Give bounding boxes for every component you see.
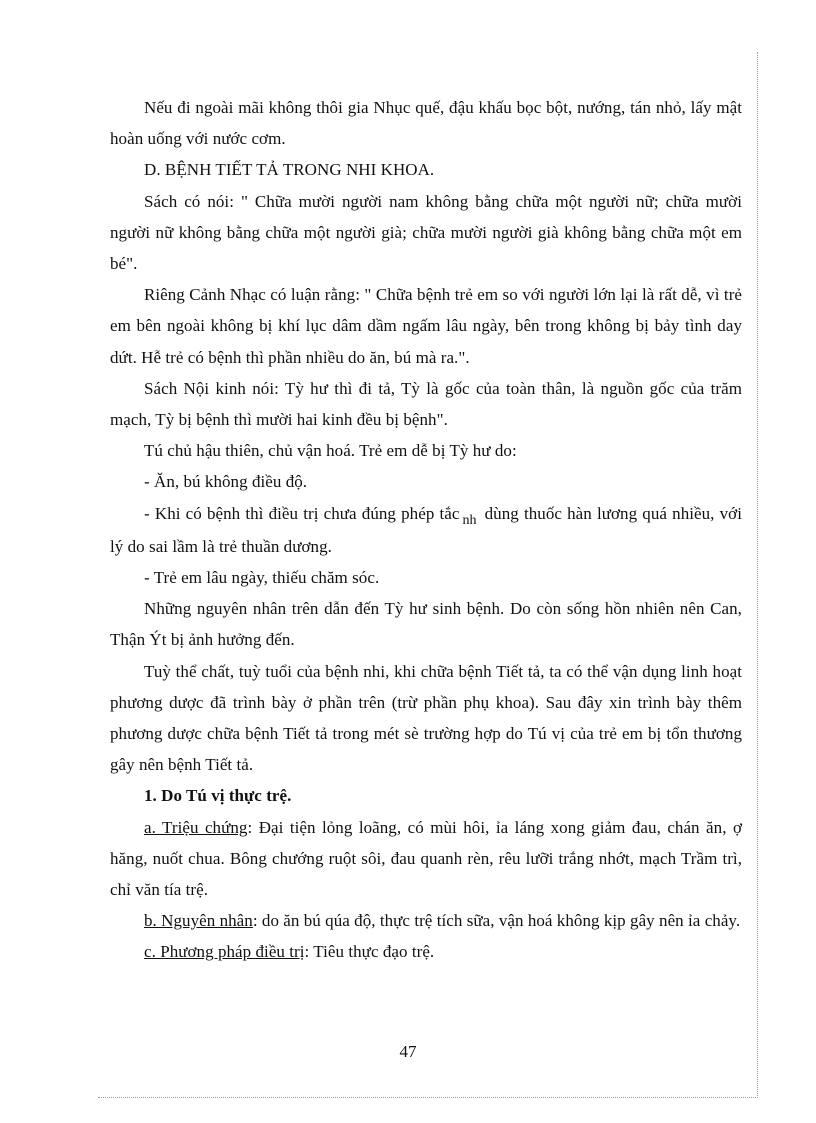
bullet-eating: - Ăn, bú không điều độ. bbox=[144, 472, 308, 492]
section-d-title: D. BỆNH TIẾT TẢ TRONG NHI KHOA. bbox=[144, 160, 435, 180]
causes-label: b. Nguyên nhân bbox=[144, 911, 253, 931]
paragraph-symptoms bbox=[110, 812, 742, 906]
bullet-neglect: - Trẻ em lâu ngày, thiếu chăm sóc. bbox=[144, 568, 380, 588]
paragraph-causes bbox=[110, 905, 742, 936]
bullet-treatment-end: dùng thuốc hàn lương quá nhiều, với lý do sai lầm là trẻ thuần dương. bbox=[110, 503, 742, 556]
paragraph-method bbox=[110, 936, 742, 967]
symptoms-text: : Đại tiện lỏng loãng, có mùi hôi, ỉa láng xong giảm đau, chán ăn, ợ hăng, nuốt chua. Bông chướng ruột sôi, đau quanh rèn, rêu lưỡi trắng nhớt, mạch Trầm trì, chỉ văn tía trệ. bbox=[110, 817, 742, 900]
paragraph-noi-kinh: Sách Nội kinh nói: Tỳ hư thì đi tả, Tỳ là gốc của toàn thân, là nguồn gốc của trăm mạch, Tỳ bị bệnh thì mười hai kinh đều bị bệnh". bbox=[110, 378, 742, 430]
causes-text: : do ăn bú qúa độ, thực trệ tích sữa, vận hoá không kịp gây nên ỉa chảy. bbox=[252, 911, 741, 931]
page-number: 47 bbox=[399, 1042, 417, 1061]
paragraph-canh-nhac: Riêng Cảnh Nhạc có luận rằng: " Chữa bệnh trẻ em so với người lớn lại là rất dễ, vì trẻ em bên ngoài không bị khí lục dâm dầm ngấm lâu ngày, bên trong không bị bảy tình day dứt. Hễ trẻ có bệnh thì phần nhiều do ăn, bú mà ra.". bbox=[110, 285, 742, 367]
paragraph-book-quote: Sách có nói: " Chữa mười người nam không bằng chữa một người nữ; chữa mười người nữ không bằng chữa một người già; chữa mười người già không bằng chữa một em bé". bbox=[110, 191, 742, 274]
method-text: : Tiêu thực đạo trệ. bbox=[304, 942, 435, 962]
heading-food-stagnation: 1. Do Tú vị thực trệ. bbox=[144, 786, 292, 806]
method-label: c. Phương pháp điều trị bbox=[144, 942, 305, 962]
bullet-treatment-subscript: nh bbox=[462, 512, 477, 528]
paragraph-ty-causes-intro: Tú chủ hậu thiên, chủ vận hoá. Trẻ em dễ bị Tỳ hư do: bbox=[144, 441, 517, 461]
paragraph-treatment-note: Nếu đi ngoài mãi không thôi gia Nhục quế, đậu khấu bọc bột, nướng, tán nhỏ, lấy mật hoàn uống với nước cơm. bbox=[110, 98, 742, 149]
paragraph-treatment-overview: Tuỳ thể chất, tuỳ tuổi của bệnh nhi, khi chữa bệnh Tiết tả, ta có thể vận dụng linh hoạt phương dược đã trình bày ở phần trên (trừ phần phụ khoa). Sau đây xin trình bày thêm phương dược chữa bệnh Tiết tả trong mét sè trường hợp do Tú vị của trẻ em bị tổn thương gây nên bệnh Tiết tả. bbox=[110, 661, 742, 775]
bullet-treatment-start: - Khi có bệnh thì điều trị chưa đúng phép tắc bbox=[144, 503, 460, 523]
document-body bbox=[110, 92, 742, 968]
paragraph-causes-summary: Những nguyên nhân trên dẫn đến Tỳ hư sinh bệnh. Do còn sống hồn nhiên nên Can, Thận Ýt bị ảnh hưởng đến. bbox=[110, 599, 742, 650]
symptoms-label: a. Triệu chứng bbox=[144, 817, 248, 837]
bullet-treatment bbox=[110, 498, 742, 562]
